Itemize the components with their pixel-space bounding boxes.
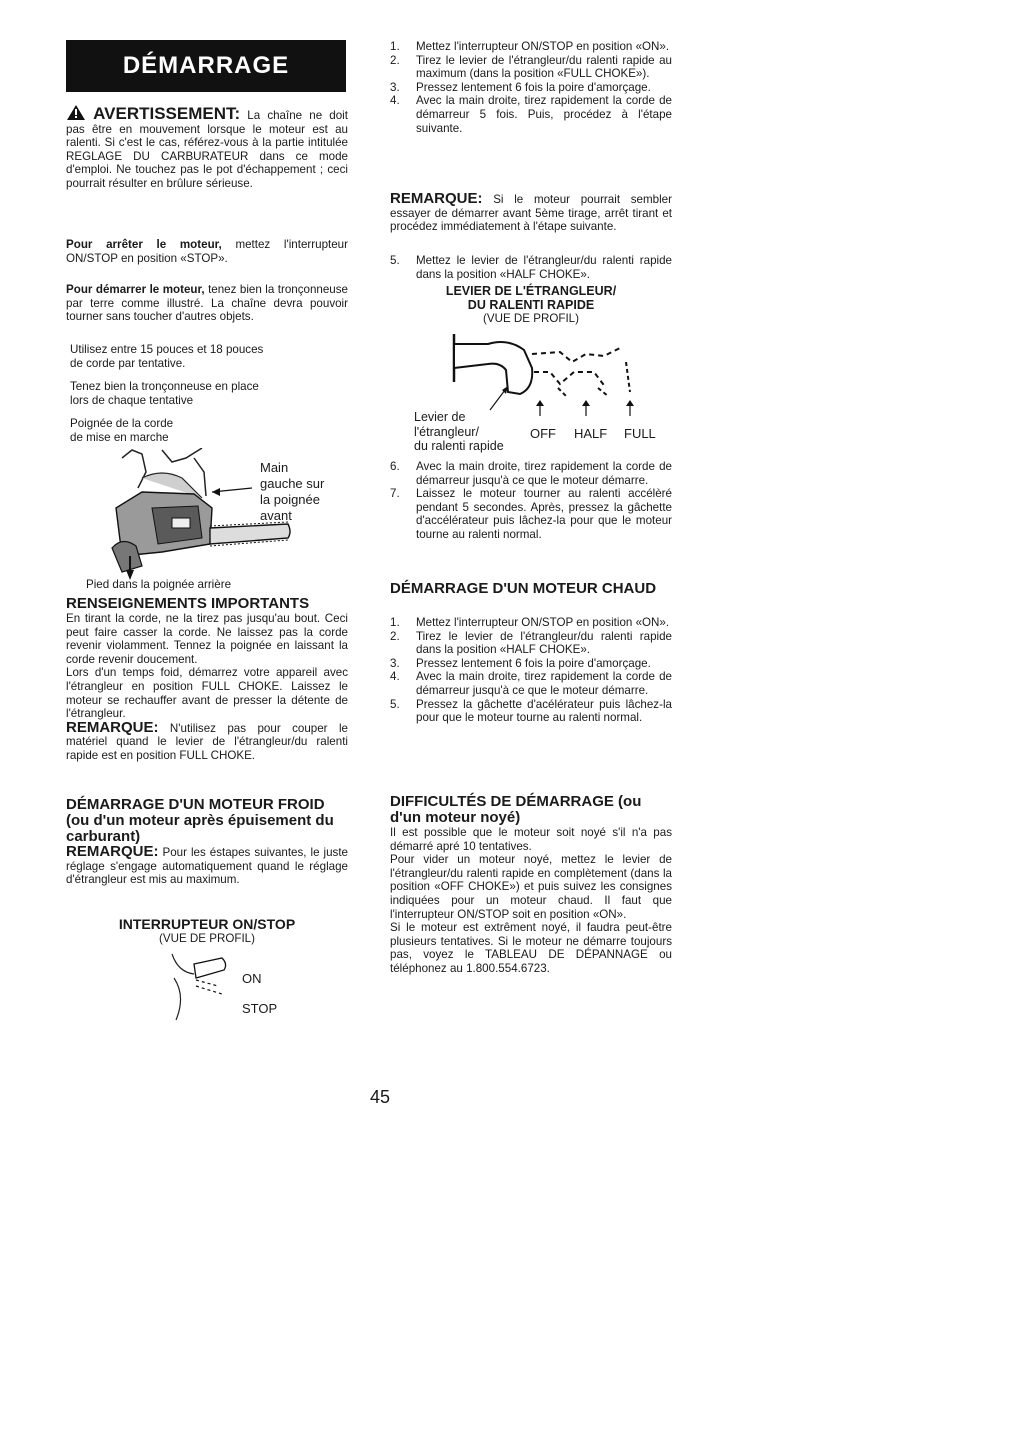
- important-section: [66, 596, 348, 763]
- important-title: RENSEIGNEMENTS IMPORTANTS: [66, 595, 310, 612]
- choke-lever-illustration: [448, 332, 648, 418]
- stop-paragraph: [66, 238, 348, 265]
- stop-text: mettez l'interrupteur ON/STOP en position «STOP».: [66, 238, 348, 265]
- list-item: 1. Mettez l'interrupteur ON/STOP en position «ON».: [390, 40, 670, 53]
- foot-caption: [86, 578, 346, 592]
- rope-line-1: Utilisez entre 15 pouces et 18 pouces: [70, 343, 264, 356]
- rope-line-2: de corde par tentative.: [70, 356, 186, 370]
- warning-triangle-icon: [66, 104, 86, 121]
- foot-text: Pied dans la poignée arrière: [86, 578, 232, 591]
- cold-start-title: DÉMARRAGE D'UN MOTEUR FROID (ou d'un moteur après épuisement du carburant): [66, 796, 334, 845]
- lever-label-2: l'étrangleur/: [414, 424, 479, 439]
- hand-line-1: Main: [260, 460, 289, 475]
- lever-off-wrap: [530, 425, 556, 443]
- switch-stop-label-wrap: [242, 1000, 277, 1018]
- page-number: 45: [370, 1087, 391, 1107]
- lever-label-1: Levier de: [414, 410, 466, 424]
- switch-stop-label: STOP: [242, 1001, 278, 1016]
- step-5: [390, 254, 672, 281]
- list-item: 5. Pressez la gâchette d'acélérateur puis lâchez-la pour que le moteur tourne au ralenti normal.: [390, 697, 672, 725]
- handle-caption: [70, 417, 348, 444]
- cold-start-section: [66, 797, 348, 887]
- remarque-3-text: Si le moteur pourrait sembler essayer de démarrer avant 5ème tirage, arrêt tirant et procédez immédiatement à l'étape suivante.: [390, 193, 672, 234]
- start-bold: Pour démarrer le moteur,: [66, 283, 205, 296]
- switch-title: INTERRUPTEUR ON/STOP: [118, 916, 296, 932]
- list-item: 3. Pressez lentement 6 fois la poire d'amorçage.: [390, 656, 651, 670]
- list-item: 3. Pressez lentement 6 fois la poire d'amorçage.: [390, 80, 651, 94]
- lever-title-2: DU RALENTI RAPIDE: [467, 298, 595, 312]
- remarque-3-label: REMARQUE:: [390, 190, 483, 207]
- hand-line-2: gauche sur: [260, 476, 325, 491]
- switch-on-label: ON: [242, 971, 262, 986]
- start-text: tenez bien la tronçonneuse par terre comme illustré. La chaîne devra pouvoir tourner sans toucher d'autres objets.: [66, 283, 348, 324]
- handle-line-1: Poignée de la corde: [70, 417, 174, 430]
- remarque-2-label: REMARQUE:: [66, 843, 159, 860]
- trouble-paragraph-1: Il est possible que le moteur soit noyé s'il n'a pas démarré apré 10 tentatives.: [390, 826, 672, 853]
- hand-line-3: la poignée: [260, 492, 320, 507]
- hold-paragraph: [70, 380, 348, 407]
- lever-full-label: FULL: [624, 426, 656, 441]
- trouble-paragraph-2: Pour vider un moteur noyé, mettez le levier de l'étrangleur/du ralenti rapide en complètement (dans la position «OFF CHOKE») et puis suivez les consignes indiquées pour un moteur chaud. Il faut que l'interrupteur ON/STOP soit en position «ON».: [390, 853, 672, 921]
- handle-line-2: de mise en marche: [70, 430, 169, 444]
- list-item: 7. Laissez le moteur tourner au ralenti accélèré pendant 5 secondes. Après, pressez la gâchette d'accélérateur puis lâchez-la pour que le moteur tourne au ralenti normal.: [390, 487, 672, 541]
- start-paragraph: [66, 283, 348, 324]
- banner-title: DÉMARRAGE: [122, 52, 290, 79]
- rope-paragraph: [70, 343, 348, 370]
- important-paragraph-2: Lors d'un temps foid, démarrez votre appareil avec l'étrangleur en position FULL CHOKE. Laissez le moteur se rechauffer avant de presser la détente de l'étrangleur.: [66, 666, 348, 721]
- on-stop-switch-illustration: [166, 950, 246, 1020]
- lever-half-wrap: [574, 425, 607, 443]
- more-steps: [390, 460, 672, 542]
- hold-line-2: lors de chaque tentative: [70, 393, 194, 407]
- remarque-2-text: Pour les éstapes suivantes, le juste réglage s'engage automatiquement quand le réglage d'étrangleur est mis au maximum.: [66, 846, 348, 887]
- warning-title: AVERTISSEMENT:: [93, 104, 241, 123]
- list-item: 2. Tirez le levier de l'étrangleur/du ralenti rapide au maximum (dans la position «FULL CHOKE»).: [390, 53, 672, 81]
- trouble-section: [390, 794, 672, 976]
- hand-caption: [260, 460, 350, 524]
- hot-start-section: [390, 581, 672, 597]
- lever-subtitle: (VUE DE PROFIL): [483, 312, 579, 325]
- lever-title-1: LEVIER DE L'ÉTRANGLEUR/: [445, 284, 617, 298]
- hot-start-title: DÉMARRAGE D'UN MOTEUR CHAUD: [390, 580, 657, 597]
- section-banner: [66, 40, 346, 92]
- hand-line-4: avant: [260, 508, 292, 523]
- hot-steps: [390, 616, 672, 725]
- switch-subtitle: (VUE DE PROFIL): [159, 932, 255, 945]
- lever-off-label: OFF: [530, 426, 556, 441]
- remarque-3: [390, 192, 672, 234]
- lever-section: [390, 284, 672, 326]
- list-item: 6. Avec la main droite, tirez rapidement la corde de démarreur jusqu'à ce que le moteur démarre.: [390, 460, 672, 487]
- list-item: 4. Avec la main droite, tirez rapidement la corde de démarreur jusqu'à ce que le moteur démarre.: [390, 670, 672, 697]
- list-item: 2. Tirez le levier de l'étrangleur/du ralenti rapide dans la position «HALF CHOKE».: [390, 629, 672, 657]
- list-item: 1. Mettez l'interrupteur ON/STOP en position «ON».: [390, 616, 670, 629]
- lever-full-wrap: [624, 425, 656, 443]
- remarque-1-label: REMARQUE:: [66, 718, 159, 736]
- cold-steps: [390, 40, 672, 135]
- trouble-paragraph-3: Si le moteur est extrêment noyé, il faudra peut-être plusieurs tentatives. Si le moteur ne démarre toujours pas, voyez le TABLEAU DE DÉPANNAGE ou téléphonez au 1.800.554.6723.: [390, 921, 672, 975]
- hold-line-1: Tenez bien la tronçonneuse en place: [70, 380, 259, 393]
- remarque-1-text: N'utilisez pas pour couper le matériel quand le levier de l'étrangleur/du ralenti rapide est en position FULL CHOKE.: [66, 721, 348, 762]
- cold-steps-list: [390, 40, 672, 135]
- switch-section: [66, 916, 348, 946]
- trouble-title: DIFFICULTÉS DE DÉMARRAGE (ou d'un moteur noyé): [390, 793, 642, 826]
- list-item: 4. Avec la main droite, tirez rapidement la corde de démarreur 5 fois. Puis, procédez à l'étape suivante.: [390, 94, 672, 135]
- switch-on-label-wrap: [242, 970, 262, 988]
- warning-block: [66, 104, 348, 191]
- lever-label-3: du ralenti rapide: [414, 439, 504, 453]
- lever-half-label: HALF: [574, 426, 608, 441]
- important-paragraph-1: En tirant la corde, ne la tirez pas jusqu'au bout. Ceci peut faire casser la corde. Ne laissez pas la corde revenir violamment. Tennez la poignée en laissant la corde revenir doucement.: [66, 612, 348, 666]
- stop-bold: Pour arrêter le moteur,: [66, 238, 222, 251]
- warning-text: La chaîne ne doit pas être en mouvement lorsque le moteur est au ralenti. Si c'est le cas, référez-vous à la partie intitulée REGLAGE DU CARBURATEUR dans ce mode d'emploi. Ne touchez pas le pot d'échappement ; ceci pourrait résulter en brûlure sérieuse.: [66, 109, 348, 190]
- list-item: 5. Mettez le levier de l'étrangleur/du ralenti rapide dans la position «HALF CHOKE».: [390, 254, 672, 281]
